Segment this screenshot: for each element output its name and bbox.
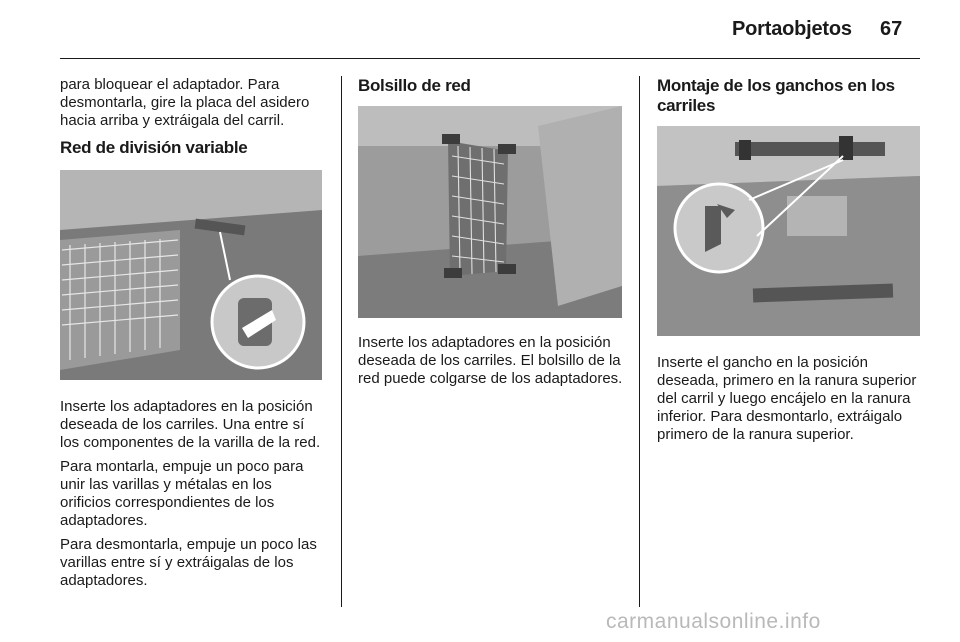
header-divider xyxy=(60,58,920,59)
column-3-body xyxy=(657,354,923,444)
section-heading-bolsillo: Bolsillo de red xyxy=(358,76,471,95)
net-pocket-illustration xyxy=(358,106,622,318)
paragraph: Inserte el gancho en la posición deseada, primero en la ranura superior del carril y luego encájelo en la ranura inferior. Para desmontarlo, extráigalo primero de la ranura superior. xyxy=(657,354,917,443)
column-2 xyxy=(358,76,624,110)
column-1-body xyxy=(60,398,326,596)
column-divider xyxy=(639,76,640,607)
column-2-body xyxy=(358,334,624,388)
page-title: Portaobjetos xyxy=(732,18,852,40)
cargo-net-divider-illustration xyxy=(60,170,322,380)
section-heading-red-division: Red de división variable xyxy=(60,138,248,157)
paragraph: Para desmontarla, empuje un poco las varillas entre sí y extráigalas de los adaptadores. xyxy=(60,536,317,589)
watermark: carmanualsonline.info xyxy=(606,610,821,633)
section-heading-ganchos: Montaje de los ganchos en los carriles xyxy=(657,76,895,115)
column-divider xyxy=(341,76,342,607)
hook-mounting-illustration xyxy=(657,126,920,336)
page-number: 67 xyxy=(880,18,903,40)
paragraph: Inserte los adaptadores en la posición deseada de los carriles. El bolsillo de la red puede colgarse de los adaptadores. xyxy=(358,334,623,387)
intro-paragraph: para bloquear el adaptador. Para desmontarla, gire la placa del asidero hacia arriba y extráigala del carril. xyxy=(60,76,310,129)
column-1 xyxy=(60,76,326,172)
paragraph: Inserte los adaptadores en la posición deseada de los carriles. Una entre sí los componentes de la varilla de la red. xyxy=(60,398,321,451)
column-3 xyxy=(657,76,922,116)
paragraph: Para montarla, empuje un poco para unir las varillas y métalas en los orificios correspondientes de los adaptadores. xyxy=(60,458,304,529)
